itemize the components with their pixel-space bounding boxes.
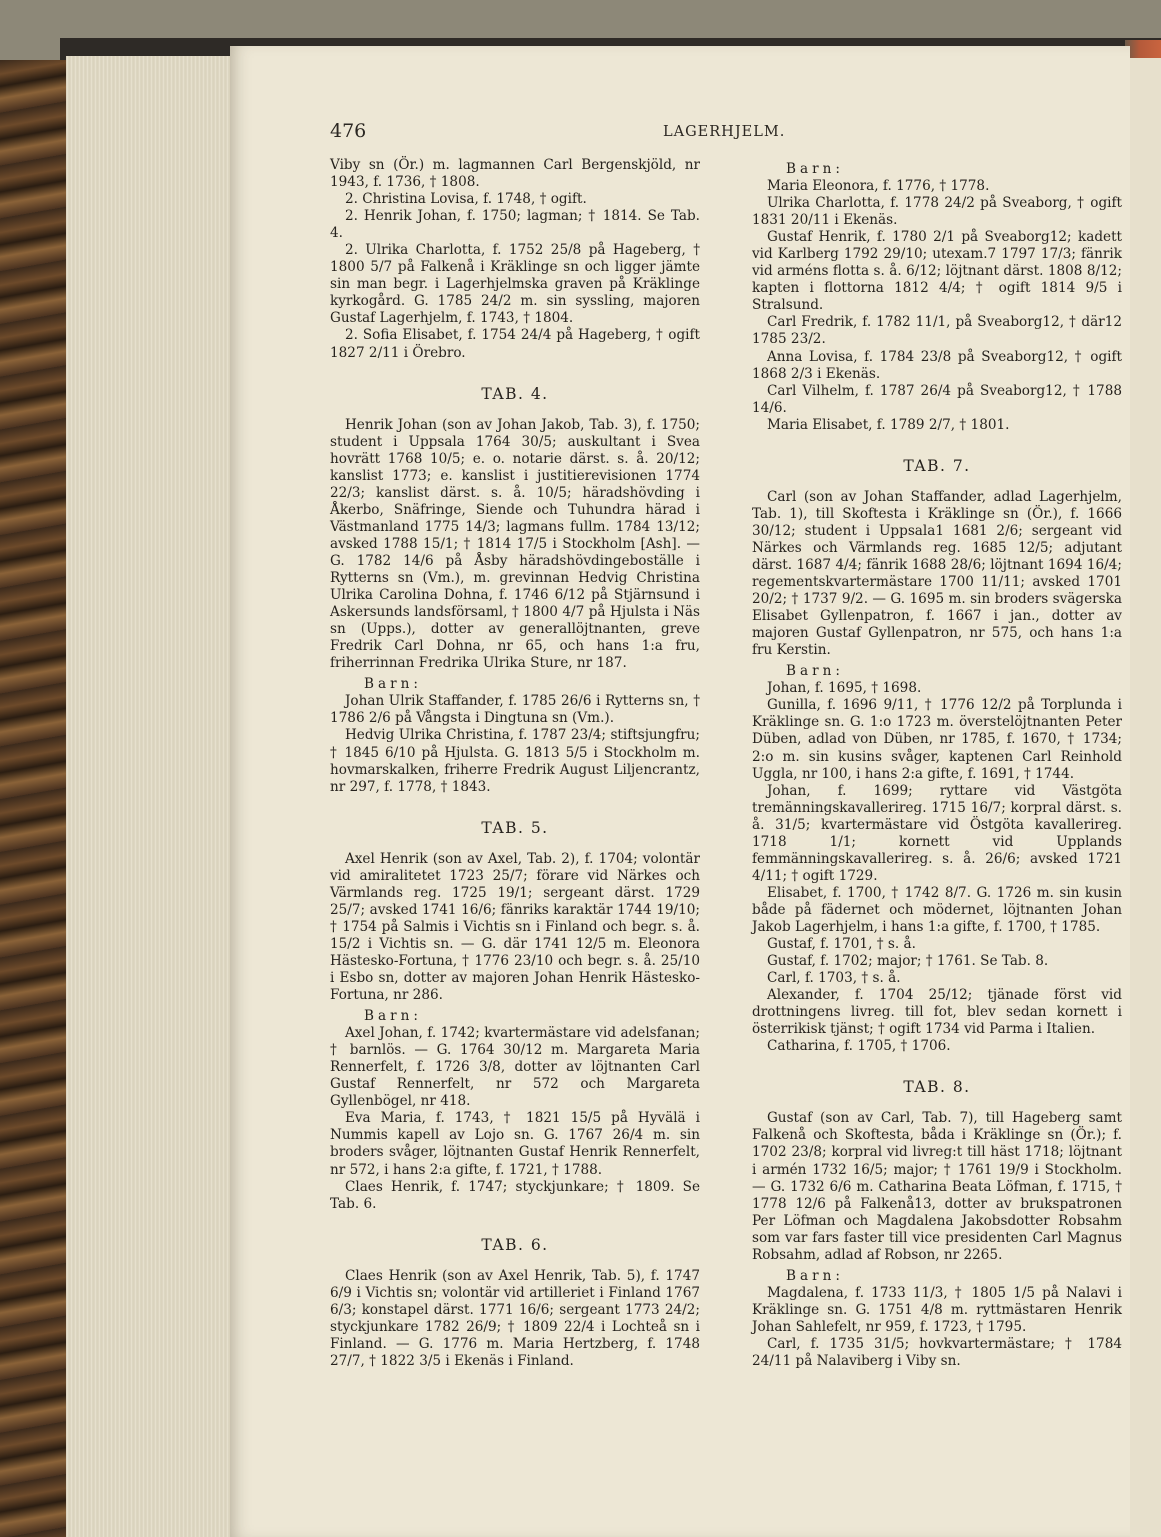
entry-paragraph: Gustaf, f. 1702; major; † 1761. Se Tab. 8. bbox=[766, 953, 1049, 970]
children-label: Barn: bbox=[786, 663, 844, 680]
entry-paragraph: Johan, f. 1699; ryttare vid Västgöta tremänningskavallerireg. 1715 16/7; korpral därst. s. å. 31/5; kvartermästare vid Östgöta kavallerireg. 1718 1/1; kornett vid Upplands femmänningskavallerireg. s. å. 26/6; avsked 1721 4/11; † ogift 1729. bbox=[752, 782, 1122, 884]
entry-paragraph: Axel Henrik (son av Axel, Tab. 2), f. 1704; volontär vid amiralitetet 1723 25/7; förare vid Närkes och Värmlands reg. 1725 19/1; sergeant därst. 1729 25/7; avsked 1741 16/6; fänriks karaktär 1744 19/10; † 1754 på Salmis i Vichtis sn i Finland och begr. s. å. 15/2 i Vichtis sn. — G. där 1741 12/5 m. Eleonora Hästesko-Fortuna, † 1776 23/10 och begr. s. å. 25/10 i Esbo sn, dotter av majoren Johan Henrik Hästesko-Fortuna, nr 286. bbox=[330, 850, 700, 1004]
entry-paragraph: Anna Lovisa, f. 1784 23/8 på Sveaborg12, † ogift 1868 2/3 i Ekenäs. bbox=[752, 348, 1122, 382]
right-text-column bbox=[752, 157, 1122, 1370]
entry-paragraph: Carl, f. 1703, † s. å. bbox=[766, 970, 901, 987]
left-text-column bbox=[330, 157, 700, 1370]
children-label: Barn: bbox=[786, 1267, 844, 1284]
entry-paragraph: Viby sn (Ör.) m. lagmannen Carl Bergenskjöld, nr 1943, f. 1736, † 1808. bbox=[330, 157, 700, 191]
entry-paragraph: Gustaf (son av Carl, Tab. 7), till Hageberg samt Falkenå och Skoftesta, båda i Kräklinge sn (Ör.); f. 1702 23/8; korpral vid livreg:t till häst 1718; löjtnant i armén 1732 16/5; major; † 1761 19/9 i Stockholm. — G. 1732 6/6 m. Catharina Beata Löfman, f. 1715, † 1778 12/6 på Falkenå13, dotter av brukspatronen Per Löfman och Magdalena Jakobsdotter Robsahm som var fars faster till vice presidenten Carl Magnus Robsahm, adlad af Robson, nr 2265. bbox=[752, 1110, 1122, 1263]
entry-paragraph: Claes Henrik, f. 1747; styckjunkare; † 1809. Se Tab. 6. bbox=[330, 1178, 700, 1212]
entry-paragraph: 2. Sofia Elisabet, f. 1754 24/4 på Hageberg, † ogift 1827 2/11 i Örebro. bbox=[330, 327, 700, 361]
table-heading: TAB. 6. bbox=[481, 1235, 549, 1254]
table-heading: TAB. 4. bbox=[481, 384, 549, 403]
entry-paragraph: Carl, f. 1735 31/5; hovkvartermästare; † 1784 24/11 på Nalaviberg i Viby sn. bbox=[752, 1336, 1122, 1370]
entry-paragraph: Gunilla, f. 1696 9/11, † 1776 12/2 på Torplunda i Kräklinge sn. G. 1:o 1723 m. överstelöjtnanten Peter Düben, adlad von Düben, nr 1785, f. 1670, † 1734; 2:o m. sin kusins svåger, kaptenen Carl Reinhold Uggla, nr 100, i hans 2:a gifte, f. 1691, † 1744. bbox=[752, 697, 1122, 782]
entry-paragraph: Carl (son av Johan Staffander, adlad Lagerhjelm, Tab. 1), till Skoftesta i Kräklinge sn (Ör.), f. 1666 30/12; student i Uppsala1 1681 2/6; sergeant vid Närkes och Värmlands reg. 1685 12/5; adjutant därst. 1687 4/4; fänrik 1688 28/6; löjtnant 1694 16/4; regementskvartermästare 1700 11/11; avsked 1701 20/2; † 1737 9/2. — G. 1695 m. sin broders svägerska Elisabet Gyllenpatron, f. 1667 i jan., dotter av majoren Gustaf Gyllenpatron, nr 575, och hans 1:a fru Kerstin. bbox=[752, 488, 1122, 659]
entry-paragraph: Eva Maria, f. 1743, † 1821 15/5 på Hyvälä i Nummis kapell av Lojo sn. G. 1767 26/4 m. sin broders svåger, löjtnanten Gustaf Henrik Rennerfelt, nr 572, i hans 2:a gifte, f. 1721, † 1788. bbox=[330, 1110, 700, 1178]
entry-paragraph: Johan Ulrik Staffander, f. 1785 26/6 i Rytterns sn, † 1786 2/6 på Vångsta i Dingtuna sn (Vm.). bbox=[330, 693, 700, 727]
entry-paragraph: Alexander, f. 1704 25/12; tjänade först vid drottningens livreg. till fot, blev sedan kornett i österrikisk tjänst; † ogift 1734 vid Parma i Italien. bbox=[752, 987, 1122, 1038]
entry-paragraph: Gustaf Henrik, f. 1780 2/1 på Sveaborg12; kadett vid Karlberg 1792 29/10; utexam.7 1797 17/3; fänrik vid arméns flotta s. å. 6/12; löjtnant därst. 1808 8/12; kapten i flottorna 1812 4/4; † ogift 1814 9/5 i Stralsund. bbox=[752, 229, 1122, 314]
entry-paragraph: Ulrika Charlotta, f. 1778 24/2 på Sveaborg, † ogift 1831 20/11 i Ekenäs. bbox=[752, 195, 1122, 229]
entry-paragraph: Gustaf, f. 1701, † s. å. bbox=[766, 936, 916, 953]
entry-paragraph: Magdalena, f. 1733 11/3, † 1805 1/5 på Nalavi i Kräklinge sn. G. 1751 4/8 m. ryttmästaren Henrik Johan Sahlefelt, nr 959, f. 1723, † 1795. bbox=[752, 1284, 1122, 1335]
page-number: 476 bbox=[330, 120, 367, 142]
entry-paragraph: Carl Vilhelm, f. 1787 26/4 på Sveaborg12, † 1788 14/6. bbox=[752, 382, 1122, 416]
table-heading: TAB. 5. bbox=[481, 818, 549, 837]
entry-paragraph: Elisabet, f. 1700, † 1742 8/7. G. 1726 m. sin kusin både på fädernet och mödernet, löjtnanten Johan Jakob Lagerhjelm, i hans 1:a gifte, f. 1700, † 1785. bbox=[752, 884, 1122, 935]
entry-paragraph: Hedvig Ulrika Christina, f. 1787 23/4; stiftsjungfru; † 1845 6/10 på Hjulsta. G. 1813 5/5 i Stockholm m. hovmarskalken, friherre Fredrik August Liljencrantz, nr 297, f. 1778, † 1843. bbox=[330, 727, 700, 795]
children-label: Barn: bbox=[364, 1008, 422, 1025]
entry-paragraph: Maria Elisabet, f. 1789 2/7, † 1801. bbox=[766, 416, 1010, 433]
entry-paragraph: 2. Christina Lovisa, f. 1748, † ogift. bbox=[344, 191, 587, 208]
entry-paragraph: Carl Fredrik, f. 1782 11/1, på Sveaborg12, † där12 1785 23/2. bbox=[752, 314, 1122, 348]
entry-paragraph: 2. Henrik Johan, f. 1750; lagman; † 1814. Se Tab. 4. bbox=[330, 208, 700, 242]
entry-paragraph: Claes Henrik (son av Axel Henrik, Tab. 5), f. 1747 6/9 i Vichtis sn; volontär vid artilleriet i Finland 1767 6/3; konstapel därst. 1771 16/6; sergeant 1773 24/2; styckjunkare 1782 26/9; † 1809 22/4 i Lochteå sn i Finland. — G. 1776 m. Maria Hertzberg, f. 1748 27/7, † 1822 3/5 i Ekenäs i Finland. bbox=[330, 1267, 700, 1369]
page-edges bbox=[66, 56, 234, 1537]
entry-paragraph: Catharina, f. 1705, † 1706. bbox=[766, 1038, 951, 1055]
entry-paragraph: Henrik Johan (son av Johan Jakob, Tab. 3), f. 1750; student i Uppsala 1764 30/5; auskultant i Svea hovrätt 1768 10/5; e. o. notarie därst. s. å. 20/12; kanslist 1773; e. kanslist i justitierevisionen 1774 22/3; kanslist därst. s. å. 10/5; häradshövding i Åkerbo, Snäfringe, Siende och Tuhundra härad i Västmanland 1775 14/3; lagmans fullm. 1784 13/12; avsked 1788 15/1; † 1814 17/5 i Stockholm [Ash]. — G. 1782 14/6 på Åsby häradshövdingeboställe i Rytterns sn (Vm.), m. grevinnan Hedvig Christina Ulrika Carolina Dohna, f. 1746 6/12 på Stjärnsund i Askersunds landsförsaml, † 1800 4/7 på Hjulsta i Näs sn (Upps.), dotter av generallöjtnanten, greve Fredrik Carl Dohna, nr 65, och hans 1:a fru, friherrinnan Fredrika Ulrika Sture, nr 187. bbox=[330, 416, 700, 672]
facing-page-edge bbox=[1128, 58, 1161, 1537]
marbled-book-cover bbox=[0, 60, 68, 1537]
table-heading: TAB. 8. bbox=[903, 1078, 971, 1097]
entry-paragraph: 2. Ulrika Charlotta, f. 1752 25/8 på Hageberg, † 1800 5/7 på Falkenå i Kräklinge sn och ligger jämte sin man begr. i Lagerhjelmska graven på Kräklinge kyrkogård. G. 1785 24/2 m. sin syssling, majoren Gustaf Lagerhjelm, f. 1743, † 1804. bbox=[330, 242, 700, 327]
entry-paragraph: Maria Eleonora, f. 1776, † 1778. bbox=[766, 178, 990, 195]
table-heading: TAB. 7. bbox=[903, 456, 971, 475]
running-title: LAGERHJELM. bbox=[663, 124, 786, 140]
children-label: Barn: bbox=[786, 161, 844, 177]
entry-paragraph: Johan, f. 1695, † 1698. bbox=[766, 680, 922, 697]
children-label: Barn: bbox=[364, 676, 422, 693]
entry-paragraph: Axel Johan, f. 1742; kvartermästare vid adelsfanan; † barnlös. — G. 1764 30/12 m. Margareta Maria Rennerfelt, f. 1726 3/8, dotter av löjtnanten Carl Gustaf Rennerfelt, nr 572 och Margareta Gyllenbögel, nr 418. bbox=[330, 1025, 700, 1110]
